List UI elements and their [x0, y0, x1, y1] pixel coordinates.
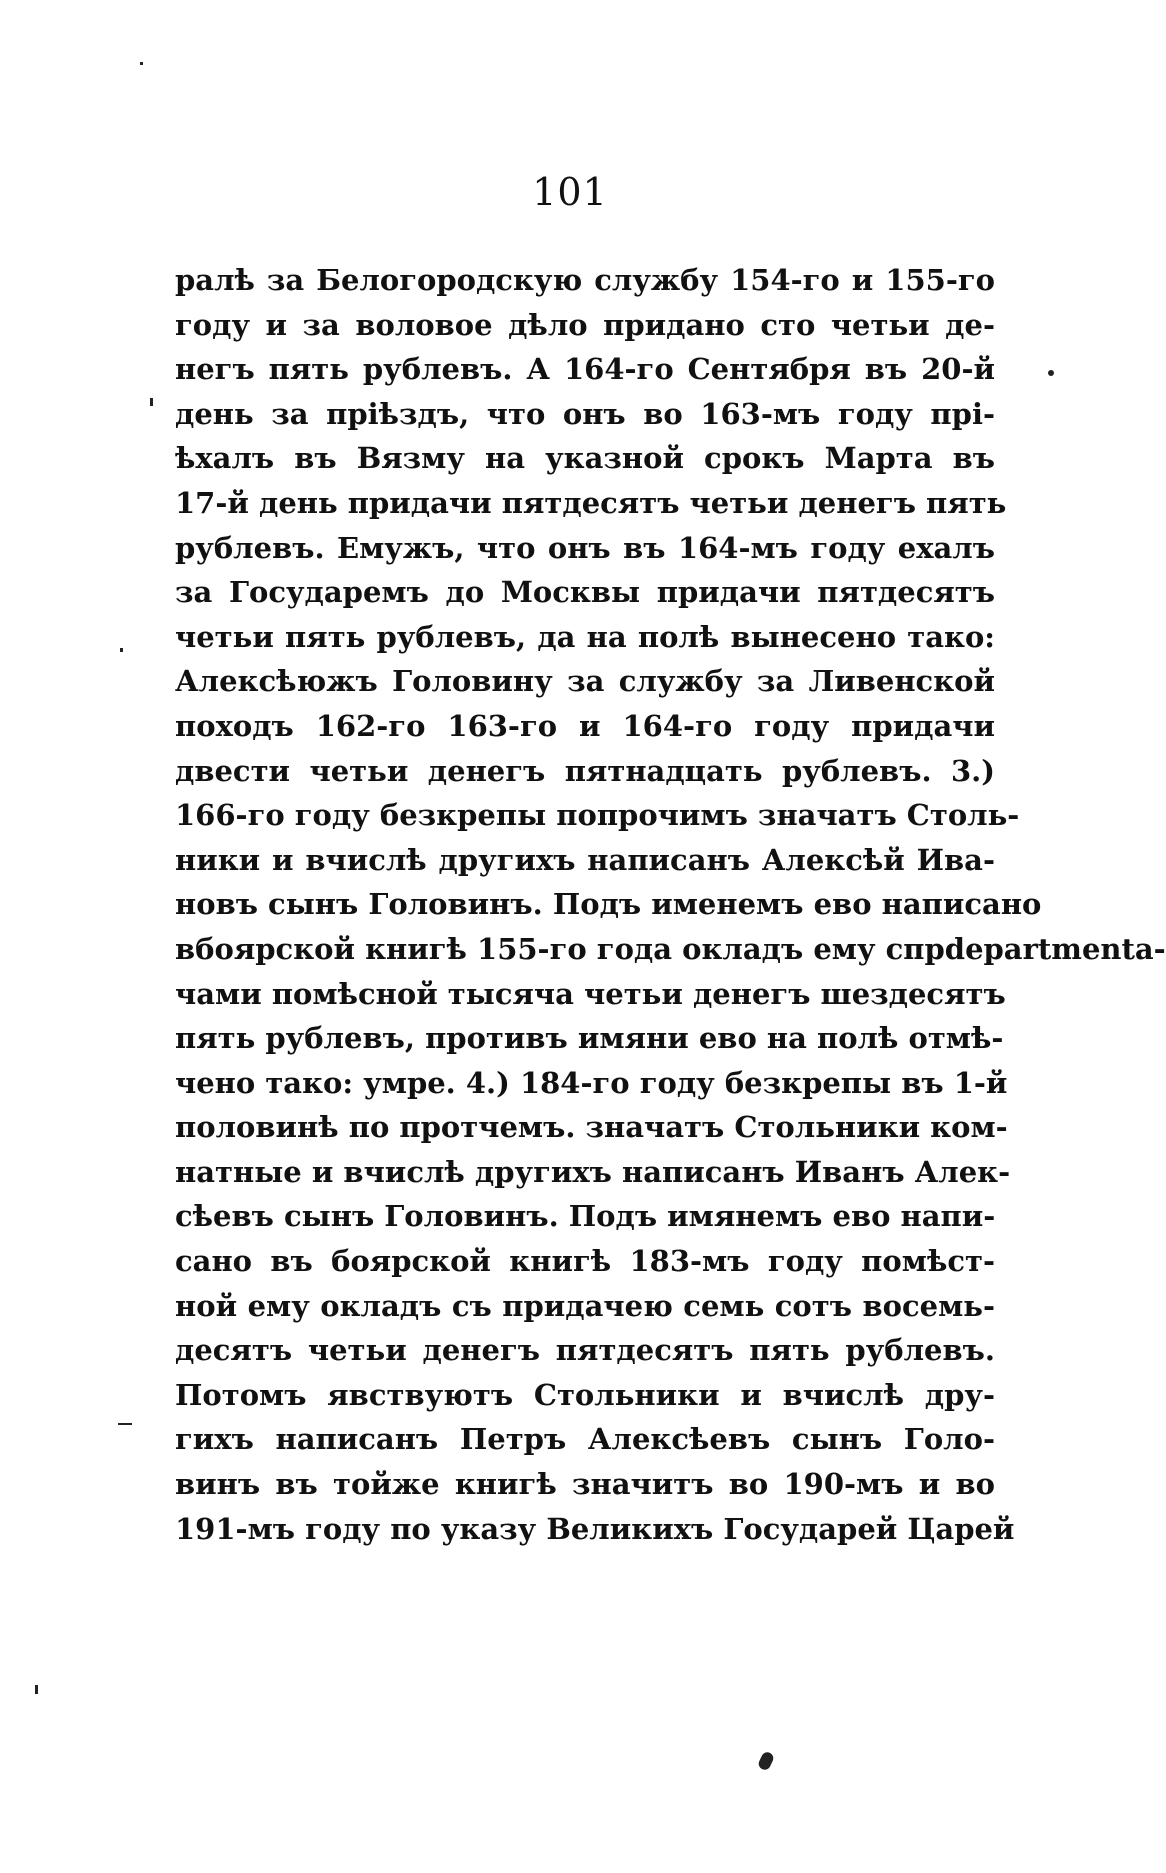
text-line: гихъ написанъ Петръ Алексѣевъ сынъ Голо-: [175, 1422, 995, 1457]
scan-speck: [1048, 370, 1054, 376]
text-line: 191-мъ году по указу Великихъ Государей Царей: [175, 1511, 1015, 1546]
text-line: ралѣ за Белогородскую службу 154-го и 155-го: [175, 263, 995, 297]
body-text: [175, 258, 1166, 1551]
text-line: Алексѣюжъ Головину за службу за Ливенской: [175, 664, 995, 699]
text-line: ѣхалъ въ Вязму на указной срокъ Марта въ: [175, 441, 995, 476]
scan-speck: [150, 398, 153, 406]
text-line: 166-го году безкрепы попрочимъ значатъ Столь-: [175, 798, 1020, 833]
text-line: новъ сынъ Головинъ. Подъ именемъ ево написано: [175, 887, 1042, 922]
text-line: ники и вчислѣ другихъ написанъ Алексѣй Ива-: [175, 842, 995, 877]
scan-speck: [35, 1685, 38, 1694]
text-line: сано въ боярской книгѣ 183-мъ году помѣст-: [175, 1244, 995, 1279]
text-line: натные и вчислѣ другихъ написанъ Иванъ Алек-: [175, 1154, 1011, 1189]
scan-speck: [140, 62, 143, 65]
page-number: 101: [532, 170, 608, 214]
text-line: чено тако: умре. 4.) 184-го году безкрепы въ 1-й: [175, 1065, 1008, 1100]
text-line: негъ пять рублевъ. А 164-го Сентября въ 20-й: [175, 352, 995, 387]
text-line: ной ему окладъ съ придачею семь сотъ восемь-: [175, 1288, 995, 1323]
text-line: рублевъ. Емужъ, что онъ въ 164-мъ году ехалъ: [175, 530, 995, 565]
scan-speck: [118, 1423, 132, 1425]
text-line: Потомъ явствуютъ Стольники и вчислѣ дру-: [175, 1377, 995, 1412]
text-line: четьи пять рублевъ, да на полѣ вынесено тако:: [175, 619, 995, 654]
text-line: чами помѣсной тысяча четьи денегъ шездесятъ: [175, 976, 1006, 1011]
text-line: день за пріѣздъ, что онъ во 163-мъ году прі-: [175, 396, 995, 431]
text-line: винъ въ тойже книгѣ значитъ во 190-мъ и во: [175, 1467, 995, 1502]
text-line: 17-й день придачи пятдесятъ четьи денегъ пять: [175, 485, 1007, 520]
text-line: пять рублевъ, противъ имяни ево на полѣ отмѣ-: [175, 1021, 1004, 1056]
scan-speck: [120, 648, 123, 652]
text-line: половинѣ по протчемъ. значатъ Стольники ком-: [175, 1110, 1008, 1145]
text-line: походъ 162-го 163-го и 164-го году придачи: [175, 708, 995, 743]
scan-speck: [757, 1750, 775, 1771]
text-line: двести четьи денегъ пятнадцать рублевъ. 3.): [175, 753, 995, 788]
text-line: за Государемъ до Москвы придачи пятдесятъ: [175, 575, 995, 610]
text-line: сѣевъ сынъ Головинъ. Подъ имянемъ ево напи-: [175, 1199, 996, 1234]
text-line: году и за воловое дѣло придано сто четьи де-: [175, 307, 995, 342]
text-line: вбоярской книгѣ 155-го года окладъ ему спрdepartmentа-: [175, 931, 1166, 966]
text-line: десятъ четьи денегъ пятдесятъ пять рублевъ.: [175, 1333, 995, 1368]
